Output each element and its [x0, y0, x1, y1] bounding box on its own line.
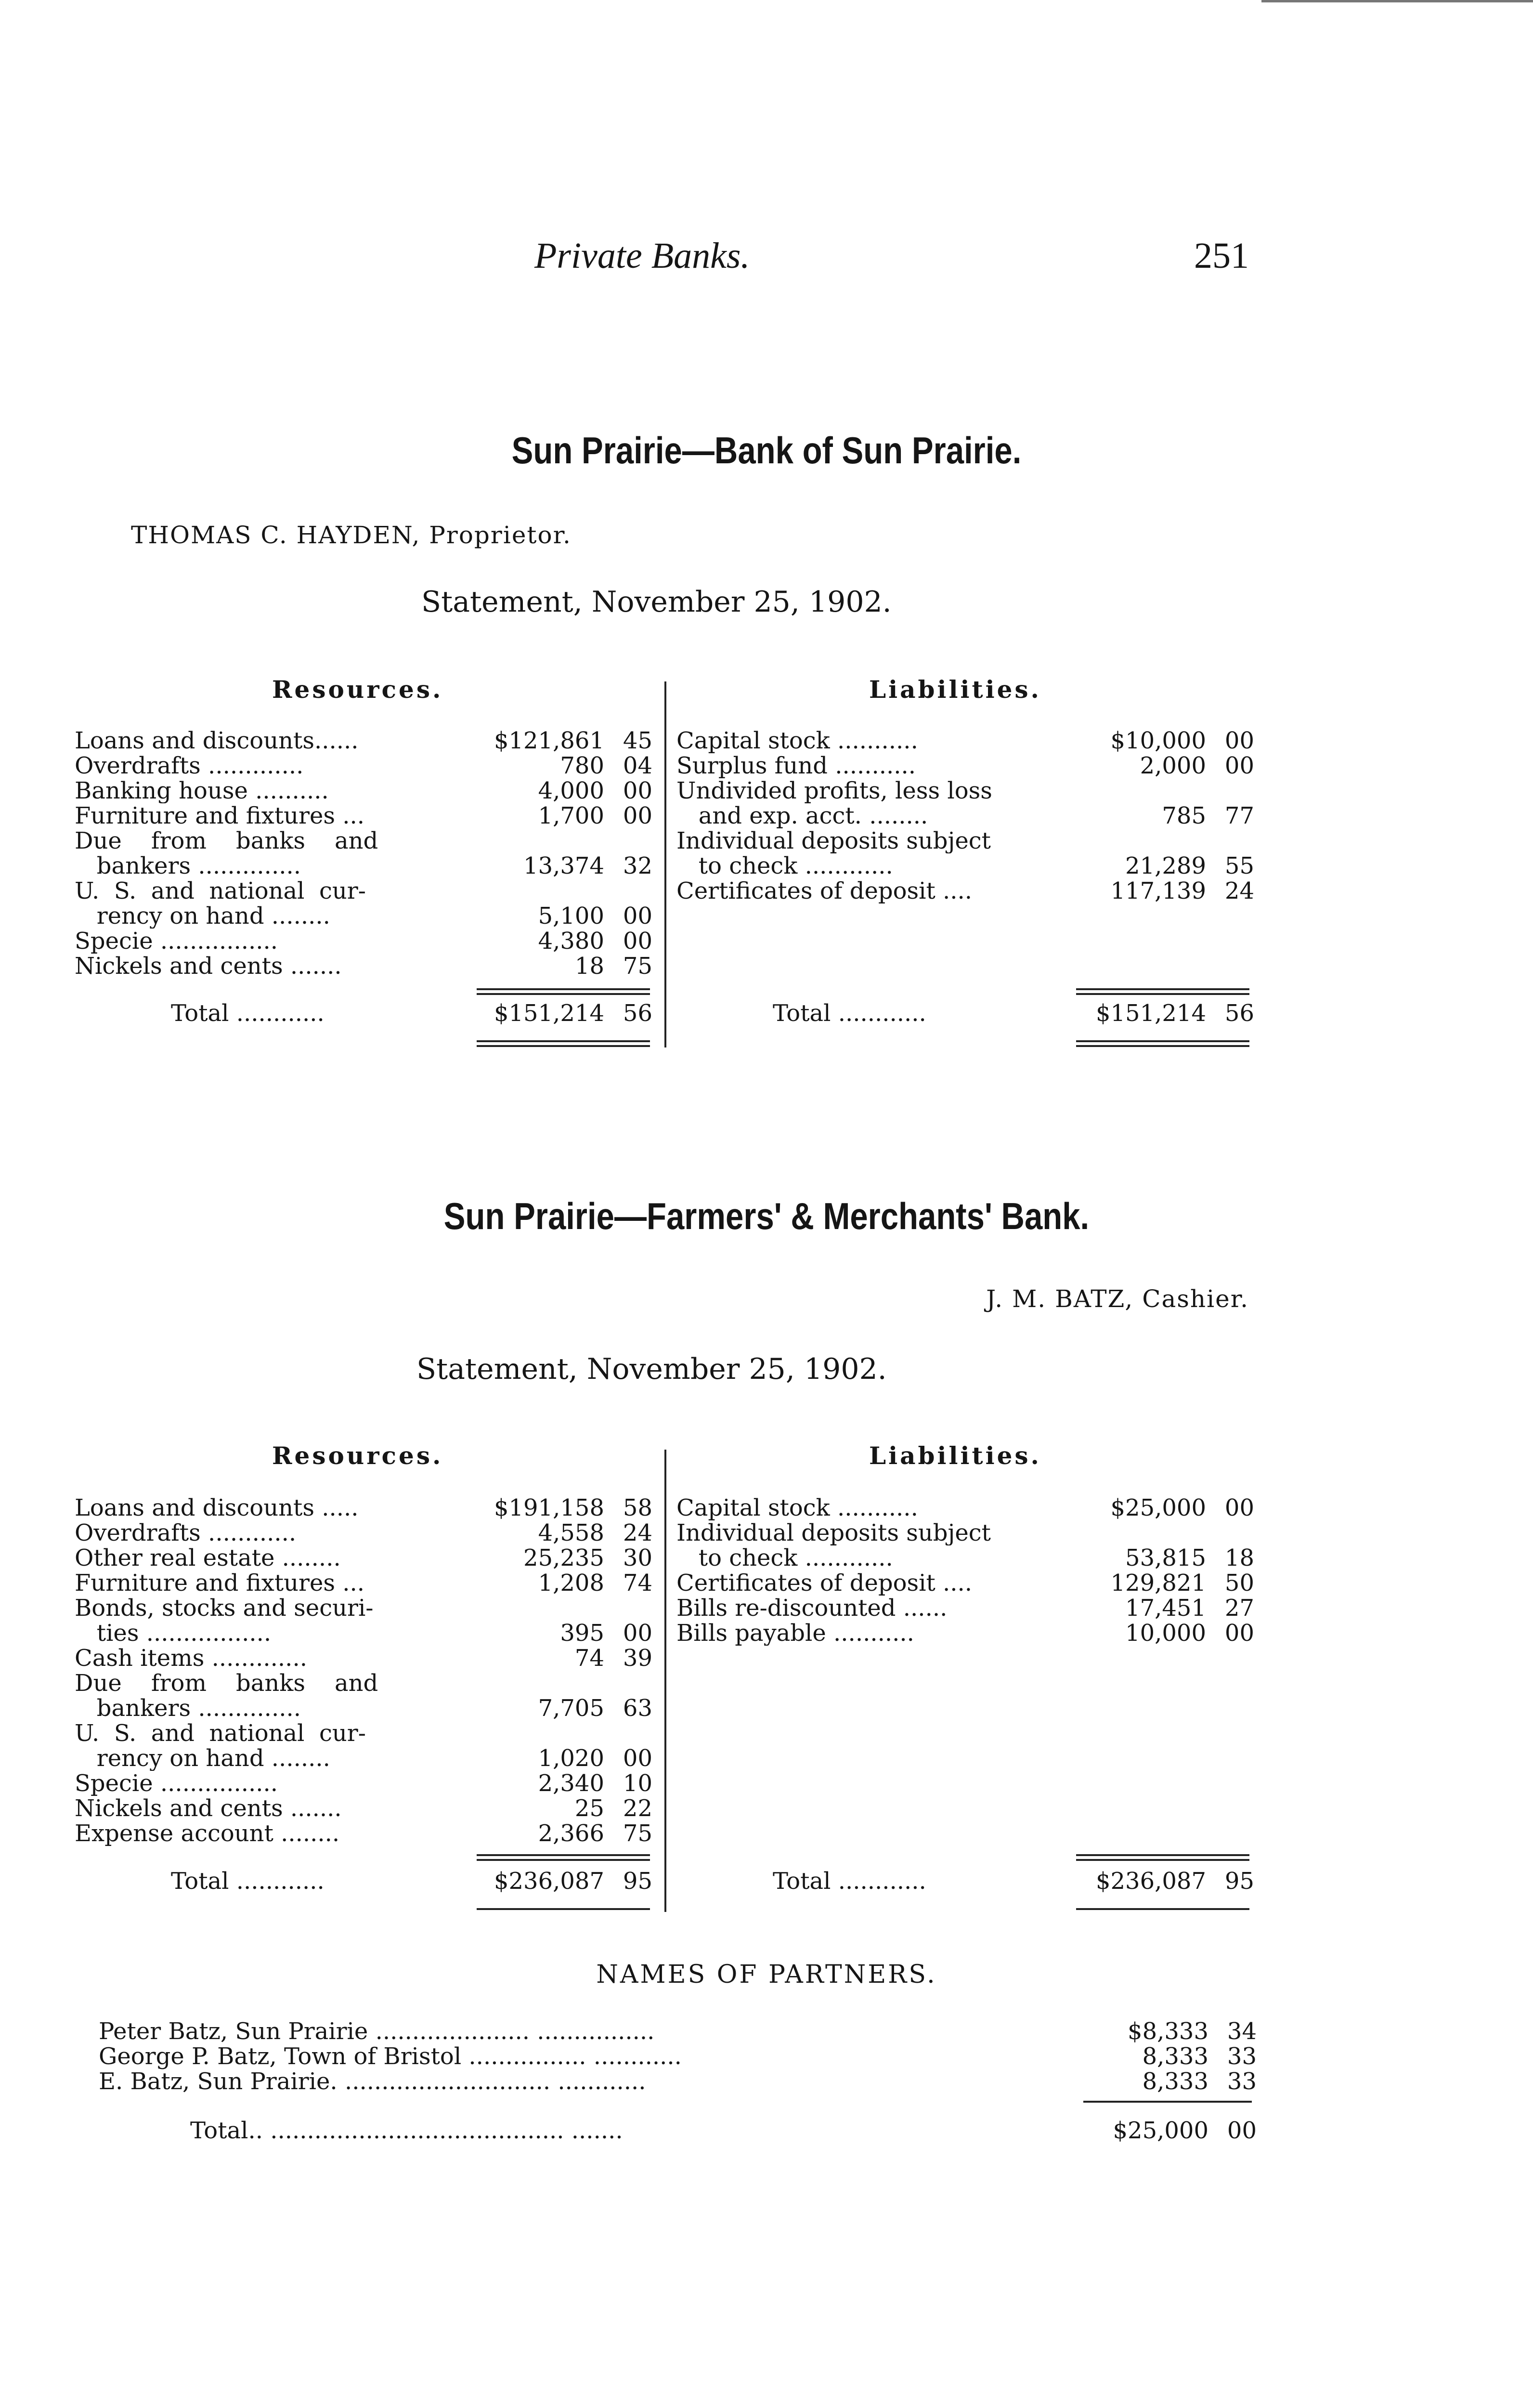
ledger-row-label: Overdrafts .............: [75, 753, 304, 778]
ledger-row-dollars: 1,020: [538, 1745, 604, 1772]
bank1-liabilities-bottom-rule: [1076, 1040, 1249, 1042]
ledger-row: [75, 1771, 652, 1796]
ledger-row: [676, 753, 1254, 778]
ledger-row: [75, 1545, 652, 1570]
ledger-row-label: Capital stock ...........: [676, 728, 918, 753]
ledger-row-label: Individual deposits subject: [676, 828, 991, 853]
bank2-liabilities-total-rule: [1076, 1854, 1249, 1856]
ledger-row-dollars: 785: [1162, 802, 1206, 829]
ledger-row-cents: 50: [1224, 1570, 1254, 1597]
ledger-row: [75, 1821, 652, 1846]
ledger-row-label: rency on hand ........: [75, 903, 330, 929]
ledger-row-cents: 24: [1224, 877, 1254, 904]
ledger-row-cents: 00: [1224, 752, 1254, 779]
ledger-row-label: Capital stock ...........: [676, 1495, 918, 1520]
ledger-row-label: Furniture and fixtures ...: [75, 1570, 365, 1596]
bank2-column-divider: [664, 1450, 666, 1912]
ledger-row-cents: 95: [623, 1868, 652, 1895]
ledger-row: [75, 1796, 652, 1821]
partners-total-rule: [1083, 2101, 1252, 2103]
ledger-row-dollars: 395: [560, 1620, 604, 1647]
ledger-row-label: Total ............: [171, 1869, 325, 1894]
ledger-row-dollars: 4,558: [538, 1519, 604, 1546]
ledger-row-cents: 75: [623, 953, 652, 980]
bank2-section: [0, 1194, 1533, 1238]
bank2-liabilities-bottom-rule: [1076, 1908, 1249, 1910]
page-number: 251: [1194, 236, 1249, 276]
partners-heading: NAMES OF PARTNERS.: [596, 1960, 937, 1989]
ledger-row-cents: 00: [623, 1620, 652, 1647]
ledger-row-dollars: 1,700: [538, 802, 604, 829]
bank1-resources-bottom-rule-2: [477, 1045, 650, 1047]
partner-share-cents: 33: [1227, 2043, 1257, 2070]
ledger-row-label: Due from banks and: [75, 828, 378, 853]
ledger-row-dollars: 17,451: [1125, 1595, 1206, 1622]
ledger-row: [75, 1869, 652, 1894]
bank2-resources-total: [75, 1869, 652, 1894]
partner-share-cents: 34: [1227, 2018, 1257, 2045]
ledger-row-dollars: 4,380: [538, 928, 604, 955]
ledger-row-cents: 00: [1224, 727, 1254, 754]
ledger-row: [75, 853, 652, 878]
ledger-row-cents: 39: [623, 1645, 652, 1672]
ledger-row-label: Undivided profits, less loss: [676, 778, 992, 803]
ledger-row-cents: 77: [1224, 802, 1254, 829]
ledger-row-label: Due from banks and: [75, 1671, 378, 1696]
ledger-row-label: Nickels and cents .......: [75, 1796, 342, 1821]
ledger-row-label: ties .................: [75, 1621, 272, 1646]
bank2-liabilities-heading: Liabilities.: [869, 1441, 1041, 1470]
partner-share-dollars: 8,333: [1142, 2043, 1208, 2070]
ledger-row-cents: 27: [1224, 1595, 1254, 1622]
ledger-row-dollars: 25,235: [523, 1544, 604, 1571]
ledger-row-dollars: $10,000: [1110, 727, 1206, 754]
ledger-row: [75, 1520, 652, 1545]
bank2-statement-date: Statement, November 25, 1902.: [416, 1352, 887, 1386]
ledger-row-label: to check ............: [676, 853, 893, 878]
ledger-row-cents: 55: [1224, 852, 1254, 879]
ledger-row-cents: 18: [1224, 1544, 1254, 1571]
ledger-row-dollars: 25: [574, 1795, 604, 1822]
bank1-officer: THOMAS C. HAYDEN, Proprietor.: [131, 521, 572, 549]
partner-share-dollars: 8,333: [1142, 2068, 1208, 2095]
ledger-row-label: bankers ..............: [75, 1696, 301, 1721]
ledger-row-dollars: 53,815: [1125, 1544, 1206, 1571]
partner-name: George P. Batz, Town of Bristol ................ ............: [99, 2043, 682, 2070]
ledger-row-dollars: 780: [560, 752, 604, 779]
ledger-row: [676, 1596, 1254, 1621]
ledger-row: [676, 878, 1254, 903]
ledger-row: [75, 1696, 652, 1721]
ledger-row-label: Bills re-discounted ......: [676, 1596, 948, 1621]
partner-share-dollars: $8,333: [1128, 2018, 1208, 2045]
ledger-row-label: Other real estate ........: [75, 1545, 341, 1570]
bank1-resources-total: [75, 1001, 652, 1026]
ledger-row: [676, 1869, 1254, 1894]
ledger-row-cents: 00: [623, 1745, 652, 1772]
ledger-row-dollars: 7,705: [538, 1695, 604, 1722]
ledger-row-dollars: 4,000: [538, 777, 604, 804]
ledger-row-cents: 00: [623, 903, 652, 929]
ledger-row-label: to check ............: [676, 1545, 893, 1570]
ledger-row-dollars: 5,100: [538, 903, 604, 929]
bank2-resources-table: [75, 1495, 652, 1846]
bank1-liabilities-total-rule-2: [1076, 993, 1249, 995]
ledger-row-label: Bonds, stocks and securi-: [75, 1596, 374, 1621]
ledger-row: [676, 1520, 1254, 1545]
ledger-row: [75, 1495, 652, 1520]
ledger-row-dollars: $191,158: [494, 1494, 604, 1521]
ledger-row-cents: 30: [623, 1544, 652, 1571]
ledger-row-label: Total ............: [773, 1869, 926, 1894]
ledger-row-dollars: $25,000: [1110, 1494, 1206, 1521]
partners-total-cents: 00: [1227, 2117, 1257, 2144]
ledger-row: [75, 1721, 652, 1746]
partner-name: Peter Batz, Sun Prairie ..................... ................: [99, 2018, 655, 2045]
ledger-row: [676, 1001, 1254, 1026]
ledger-row-cents: 63: [623, 1695, 652, 1722]
ledger-row-cents: 00: [623, 928, 652, 955]
ledger-row: [676, 728, 1254, 753]
bank2-resources-bottom-rule: [477, 1908, 650, 1910]
ledger-row-label: Surplus fund ...........: [676, 753, 916, 778]
bank2-resources-total-rule: [477, 1854, 650, 1856]
ledger-row-cents: 58: [623, 1494, 652, 1521]
ledger-row-dollars: 2,000: [1140, 752, 1206, 779]
ledger-row-label: Specie ................: [75, 929, 278, 954]
ledger-row: [75, 903, 652, 929]
bank1-resources-total-rule-2: [477, 993, 650, 995]
bank1-statement-date: Statement, November 25, 1902.: [421, 585, 892, 619]
ledger-row-dollars: 18: [574, 953, 604, 980]
bank2-liabilities-total-rule-2: [1076, 1859, 1249, 1861]
ledger-row: [676, 1621, 1254, 1646]
ledger-row: [75, 728, 652, 753]
ledger-row-dollars: 74: [574, 1645, 604, 1672]
ledger-row-label: U. S. and national cur-: [75, 878, 366, 903]
ledger-row-label: Certificates of deposit ....: [676, 1570, 973, 1596]
ledger-row-label: bankers ..............: [75, 853, 301, 878]
ledger-row: [676, 853, 1254, 878]
ledger-row: [75, 1646, 652, 1671]
ledger-row: [676, 778, 1254, 803]
ledger-row-cents: 22: [623, 1795, 652, 1822]
ledger-row-label: Bills payable ...........: [676, 1621, 914, 1646]
partner-name: E. Batz, Sun Prairie. ............................ ............: [99, 2068, 646, 2095]
bank1-title: Sun Prairie—Bank of Sun Prairie.: [511, 429, 1022, 471]
bank2-resources-heading: Resources.: [272, 1441, 443, 1470]
ledger-row-label: Certificates of deposit ....: [676, 878, 973, 903]
bank1-resources-total-rule: [477, 988, 650, 990]
ledger-row-cents: 00: [1224, 1494, 1254, 1521]
ledger-row-cents: 24: [623, 1519, 652, 1546]
partners-total-dollars: $25,000: [1113, 2117, 1208, 2144]
ledger-row: [75, 929, 652, 954]
ledger-row-label: and exp. acct. ........: [676, 803, 928, 828]
partner-share-cents: 33: [1227, 2068, 1257, 2095]
ledger-row-cents: 95: [1224, 1868, 1254, 1895]
ledger-row-dollars: 10,000: [1125, 1620, 1206, 1647]
ledger-row: [75, 1671, 652, 1696]
ledger-row-label: Individual deposits subject: [676, 1520, 991, 1545]
ledger-row: [676, 1570, 1254, 1596]
ledger-row: [75, 803, 652, 828]
ledger-row-dollars: $236,087: [494, 1868, 604, 1895]
partners-total-label: Total.. ........................................ .......: [190, 2117, 623, 2144]
ledger-row-label: Nickels and cents .......: [75, 954, 342, 979]
ledger-row-cents: 32: [623, 852, 652, 879]
ledger-row: [75, 828, 652, 853]
bank1-column-divider: [664, 681, 666, 1047]
ledger-row-dollars: 117,139: [1110, 877, 1206, 904]
ledger-row-label: Cash items .............: [75, 1646, 307, 1671]
ledger-row: [676, 1495, 1254, 1520]
ledger-row: [75, 1621, 652, 1646]
ledger-row: [676, 828, 1254, 853]
top-edge-rule: [1261, 0, 1533, 2]
ledger-row: [75, 954, 652, 979]
ledger-row: [676, 1545, 1254, 1570]
ledger-row-label: Banking house ..........: [75, 778, 329, 803]
bank2-title: Sun Prairie—Farmers' & Merchants' Bank.: [443, 1195, 1090, 1237]
ledger-row-cents: 45: [623, 727, 652, 754]
ledger-row-dollars: $151,214: [1095, 1000, 1206, 1027]
ledger-row-dollars: 21,289: [1125, 852, 1206, 879]
ledger-row-cents: 74: [623, 1570, 652, 1597]
ledger-row-label: Expense account ........: [75, 1821, 340, 1846]
ledger-row: [75, 778, 652, 803]
bank1-liabilities-heading: Liabilities.: [869, 675, 1041, 704]
ledger-row-cents: 04: [623, 752, 652, 779]
ledger-row-cents: 00: [623, 802, 652, 829]
ledger-row-label: rency on hand ........: [75, 1746, 330, 1771]
bank1-liabilities-total-rule: [1076, 988, 1249, 990]
ledger-row-dollars: 129,821: [1110, 1570, 1206, 1597]
ledger-row-dollars: 13,374: [523, 852, 604, 879]
bank1-liabilities-total: [676, 1001, 1254, 1026]
ledger-row-dollars: 1,208: [538, 1570, 604, 1597]
ledger-row-dollars: $236,087: [1095, 1868, 1206, 1895]
ledger-row-dollars: 2,366: [538, 1820, 604, 1847]
ledger-row-label: Loans and discounts......: [75, 728, 359, 753]
ledger-row-dollars: $151,214: [494, 1000, 604, 1027]
ledger-row-cents: 00: [623, 777, 652, 804]
bank1-resources-bottom-rule: [477, 1040, 650, 1042]
bank1-liabilities-bottom-rule-2: [1076, 1045, 1249, 1047]
ledger-row-cents: 56: [1224, 1000, 1254, 1027]
ledger-row: [75, 878, 652, 903]
ledger-row-cents: 00: [1224, 1620, 1254, 1647]
ledger-row: [75, 753, 652, 778]
ledger-row-cents: 10: [623, 1770, 652, 1797]
bank1-resources-table: [75, 728, 652, 979]
ledger-row-label: Total ............: [773, 1001, 926, 1026]
running-title: Private Banks.: [534, 236, 750, 276]
ledger-row-label: U. S. and national cur-: [75, 1721, 366, 1746]
bank1-resources-heading: Resources.: [272, 675, 443, 704]
ledger-row-label: Total ............: [171, 1001, 325, 1026]
ledger-row-cents: 56: [623, 1000, 652, 1027]
ledger-row: [75, 1746, 652, 1771]
ledger-row-label: Overdrafts ............: [75, 1520, 297, 1545]
ledger-row-label: Specie ................: [75, 1771, 278, 1796]
bank2-liabilities-total: [676, 1869, 1254, 1894]
bank2-officer: J. M. BATZ, Cashier.: [986, 1285, 1249, 1313]
bank1-liabilities-table: [676, 728, 1254, 903]
ledger-row-label: Furniture and fixtures ...: [75, 803, 365, 828]
ledger-row: [676, 803, 1254, 828]
ledger-row-dollars: 2,340: [538, 1770, 604, 1797]
ledger-row: [75, 1596, 652, 1621]
ledger-row-cents: 75: [623, 1820, 652, 1847]
bank2-liabilities-table: [676, 1495, 1254, 1646]
bank1-section: [0, 429, 1533, 472]
bank2-resources-total-rule-2: [477, 1859, 650, 1861]
ledger-row-dollars: $121,861: [494, 727, 604, 754]
ledger-row-label: Loans and discounts .....: [75, 1495, 359, 1520]
ledger-row: [75, 1001, 652, 1026]
ledger-row: [75, 1570, 652, 1596]
